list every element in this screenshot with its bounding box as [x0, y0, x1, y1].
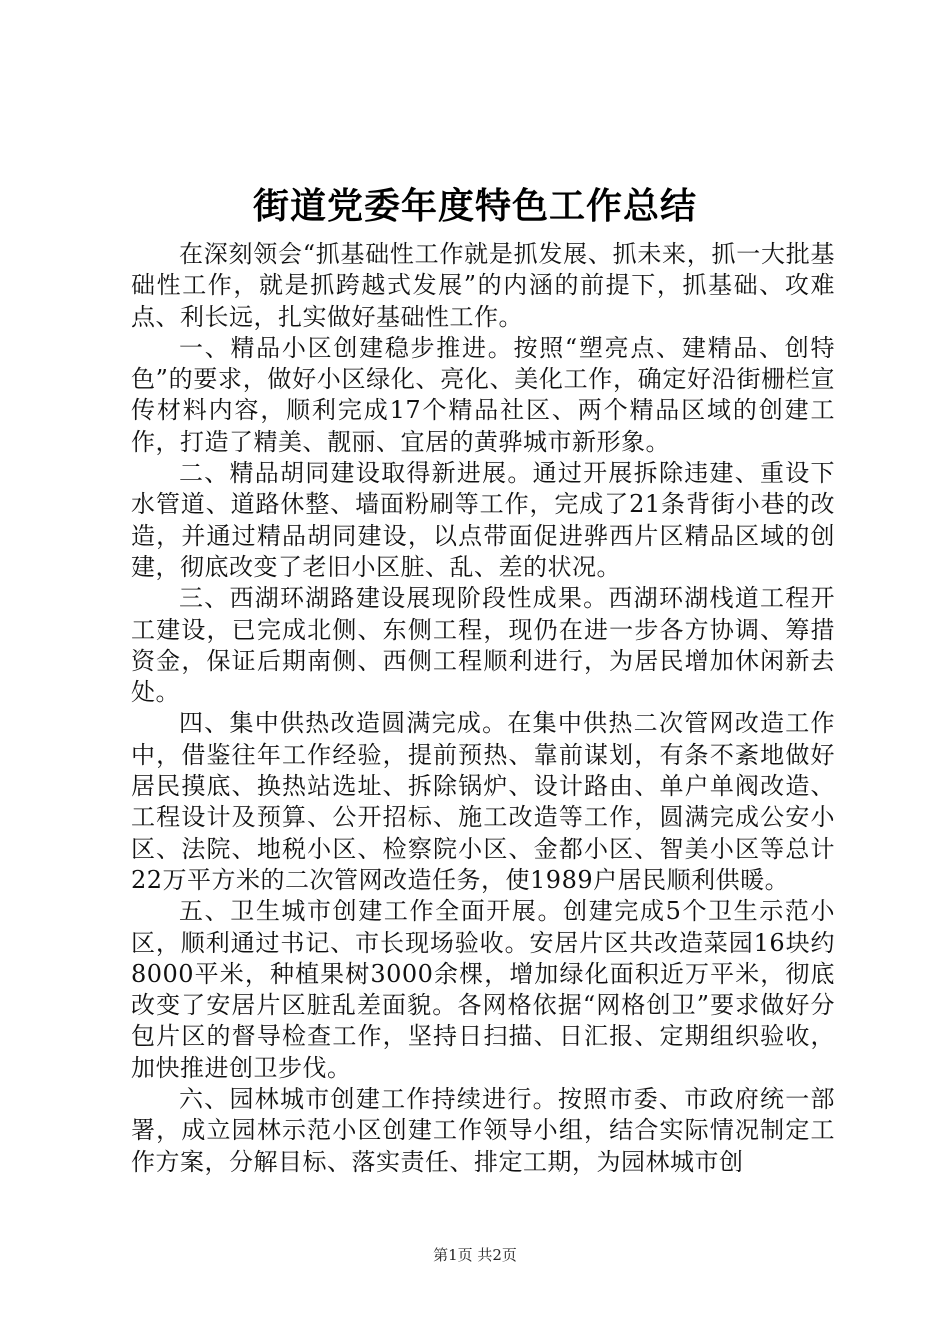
document-title: 街道党委年度特色工作总结 — [252, 186, 697, 227]
paragraph-4: 四、集中供热改造圆满完成。在集中供热二次管网改造工作中，借鉴往年工作经验，提前预热、靠前谋划，有条不紊地做好居民摸底、换热站选址、拆除锅炉、设计路由、单户单阀改造、工程设计及预算、公开招标、施工改造等工作，圆满完成公安小区、法院、地税小区、检察院小区、金都小区、智美小区等总计22万平方米的二次管网改造任务，使1989户居民顺利供暖。 — [131, 709, 835, 894]
page-number-footer: 第1页 共2页 — [433, 1246, 517, 1264]
document-body — [131, 239, 835, 1178]
paragraph-5: 五、卫生城市创建工作全面开展。创建完成5个卫生示范小区，顺利通过书记、市长现场验收。安居片区共改造菜园16块约8000平米，种植果树3000余棵，增加绿化面积近万平米，彻底改变了安居片区脏乱差面貌。各网格依据“网格创卫”要求做好分包片区的督导检查工作，坚持日扫描、日汇报、定期组织验收，加快推进创卫步伐。 — [131, 897, 835, 1082]
paragraph-intro: 在深刻领会“抓基础性工作就是抓发展、抓未来，抓一大批基础性工作，就是抓跨越式发展”的内涵的前提下，抓基础、攻难点、利长远，扎实做好基础性工作。 — [131, 240, 835, 331]
paragraph-6: 六、园林城市创建工作持续进行。按照市委、市政府统一部署，成立园林示范小区创建工作领导小组，结合实际情况制定工作方案，分解目标、落实责任、排定工期，为园林城市创 — [131, 1085, 835, 1176]
paragraph-2: 二、精品胡同建设取得新进展。通过开展拆除违建、重设下水管道、道路休整、墙面粉刷等工作，完成了21条背街小巷的改造，并通过精品胡同建设，以点带面促进骅西片区精品区域的创建，彻底改变了老旧小区脏、乱、差的状况。 — [131, 459, 835, 581]
paragraph-1: 一、精品小区创建稳步推进。按照“塑亮点、建精品、创特色”的要求，做好小区绿化、亮化、美化工作，确定好沿街栅栏宣传材料内容，顺利完成17个精品社区、两个精品区域的创建工作，打造了精美、靓丽、宜居的黄骅城市新形象。 — [131, 333, 835, 456]
paragraph-3: 三、西湖环湖路建设展现阶段性成果。西湖环湖栈道工程开工建设，已完成北侧、东侧工程，现仍在进一步各方协调、筹措资金，保证后期南侧、西侧工程顺利进行，为居民增加休闲新去处。 — [131, 584, 835, 707]
